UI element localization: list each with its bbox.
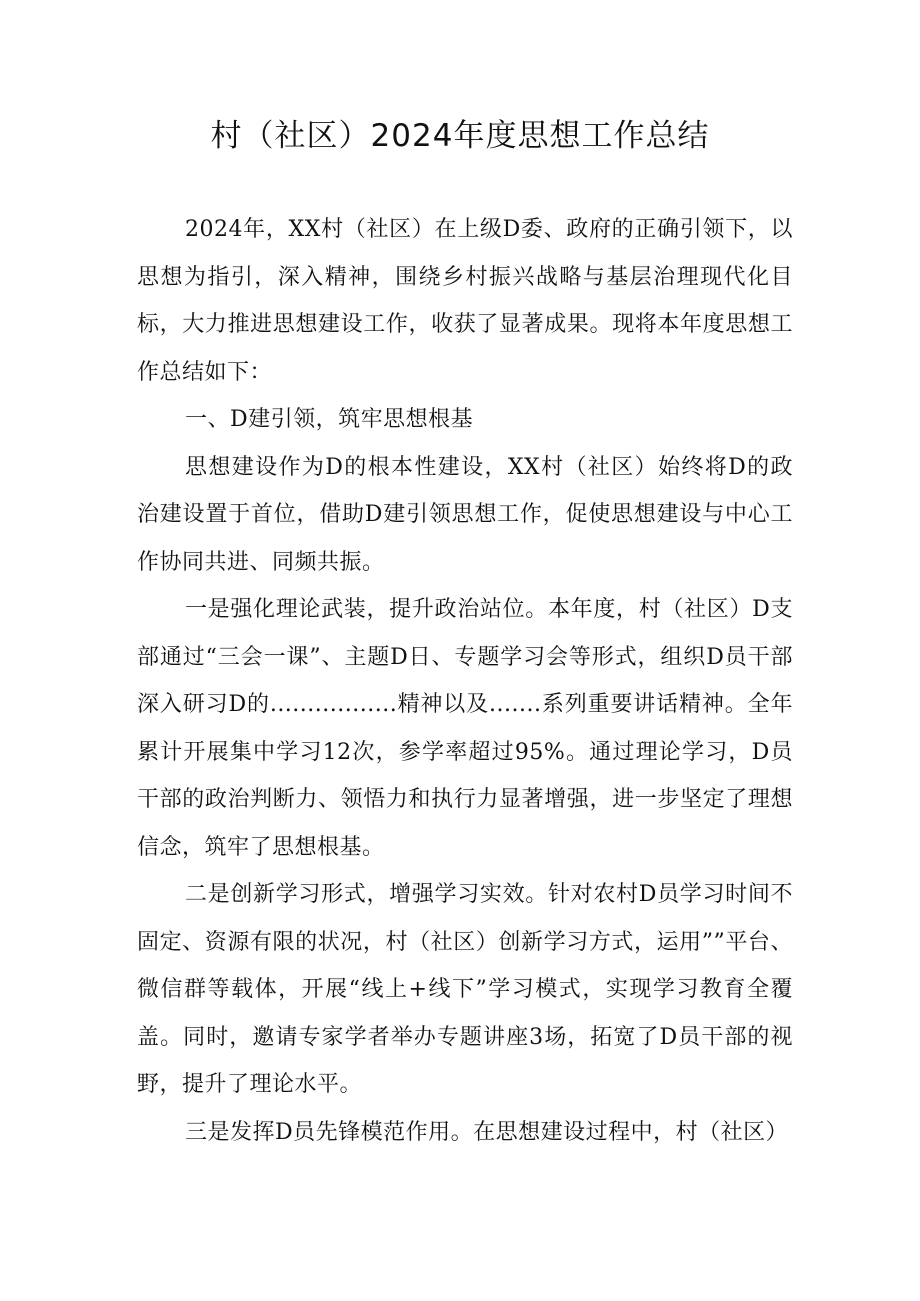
section-heading-1: 一、D建引领，筑牢思想根基 <box>185 407 474 432</box>
paragraph-section-1: 思想建设作为D的根本性建设，XX村（社区）始终将D的政治建设置于首位，借助D建引领思想工作，促使思想建设与中心工作协同共进、同频共振。 <box>137 454 793 575</box>
document-body <box>137 206 793 1156</box>
paragraph-item-3: 三是发挥D员先锋模范作用。在思想建设过程中，村（社区） <box>185 1119 789 1145</box>
paragraph-item-2: 二是创新学习形式，增强学习实效。针对农村D员学习时间不固定、资源有限的状况，村（社区）创新学习方式，运用””平台、微信群等载体，开展“线上+线下”学习模式，实现学习教育全覆盖。同时，邀请专家学者举办专题讲座3场，拓宽了D员干部的视野，提升了理论水平。 <box>137 882 793 1097</box>
paragraph-intro: 2024年，XX村（社区）在上级D委、政府的正确引领下，以思想为指引，深入精神，围绕乡村振兴战略与基层治理现代化目标，大力推进思想建设工作，收获了显著成果。现将本年度思想工作总结如下： <box>137 217 793 385</box>
paragraph-item-1: 一是强化理论武装，提升政治站位。本年度，村（社区）D支部通过“三会一课”、主题D日、专题学习会等形式，组织D员干部深入研习D的.................精神以及.......系列重要讲话精神。全年累计开展集中学习12次，参学率超过95%。通过理论学习，D员干部的政治判断力、领悟力和执行力显著增强，进一步坚定了理想信念，筑牢了思想根基。 <box>137 597 793 860</box>
document-title: 村（社区）2024年度思想工作总结 <box>210 118 710 154</box>
